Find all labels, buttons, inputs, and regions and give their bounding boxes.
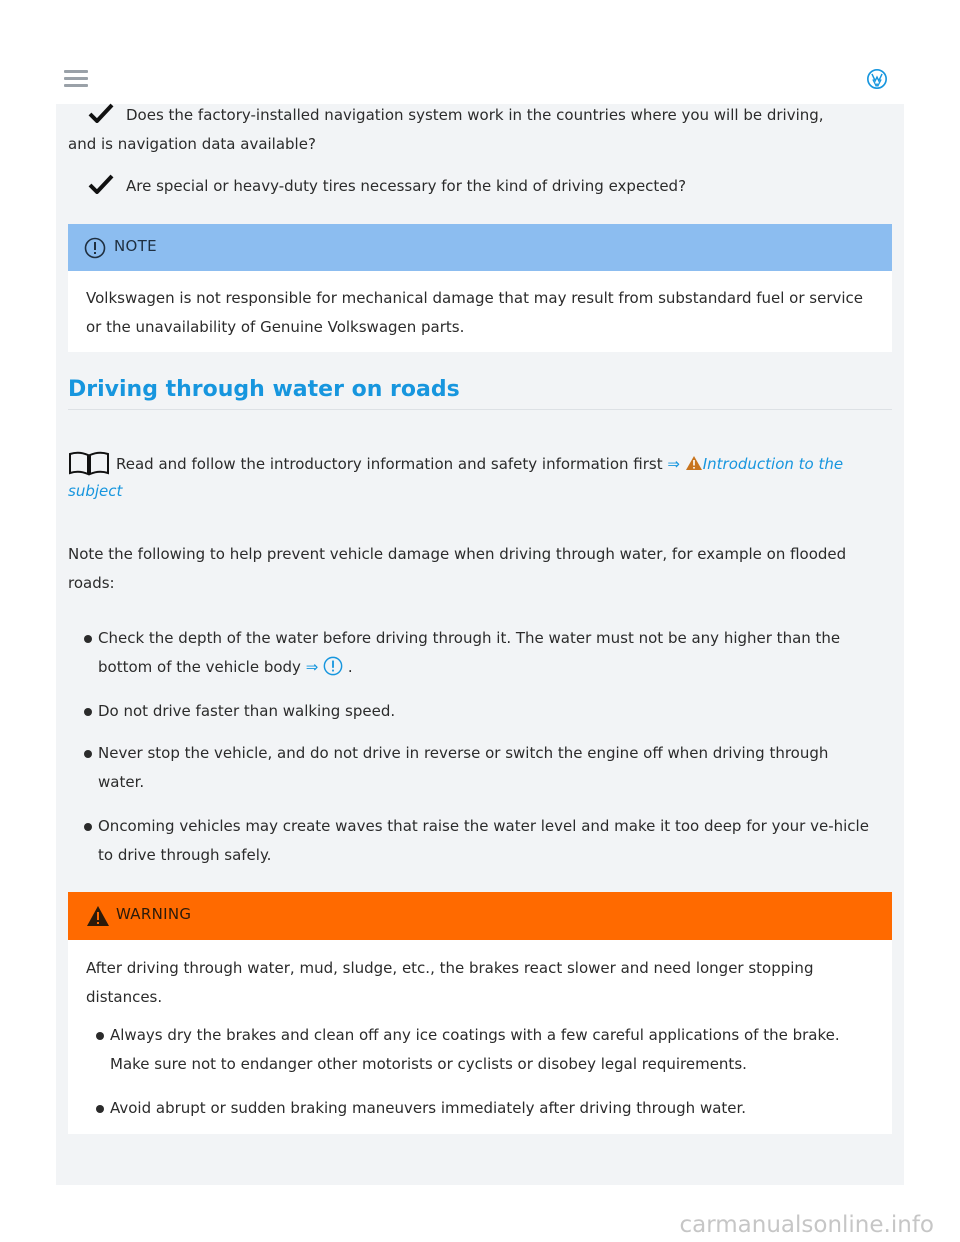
list-item-text: Do not drive faster than walking speed. <box>98 702 396 720</box>
list-item <box>98 739 878 797</box>
warning-list-text: Avoid abrupt or sudden braking maneuvers immediately after driving through water. <box>110 1099 747 1117</box>
warning-box <box>68 892 892 1134</box>
bullet <box>84 708 92 716</box>
top-bar <box>56 56 904 105</box>
introduction-link[interactable]: Introduction to the subject <box>68 455 844 500</box>
section-divider <box>68 409 892 410</box>
bullet <box>84 750 92 758</box>
exclamation-circle-icon[interactable] <box>323 656 343 676</box>
intro-paragraph: Note the following to help prevent vehicle damage when driving through water, for example on flooded roads: <box>68 545 847 592</box>
warning-list-item <box>110 1021 880 1079</box>
list-item-text: Never stop the vehicle, and do not drive in reverse or switch the engine off when driving through water. <box>98 744 829 791</box>
reference-arrow[interactable]: ⇒ <box>305 658 319 676</box>
checklist-text-continued: and is navigation data available? <box>68 135 316 153</box>
hamburger-menu-icon[interactable] <box>64 70 88 90</box>
checklist-text: Are special or heavy-duty tires necessary for the kind of driving expected? <box>126 177 687 195</box>
watermark: carmanualsonline.info <box>679 1212 934 1238</box>
bullet <box>96 1105 104 1113</box>
exclamation-circle-icon <box>84 237 106 259</box>
bullet <box>84 635 92 643</box>
checkmark-icon <box>88 103 114 123</box>
manual-page <box>56 104 904 1185</box>
warning-triangle-icon <box>685 455 703 471</box>
list-item-suffix: . <box>347 658 353 676</box>
warning-list-text: Always dry the brakes and clean off any ice coatings with a few careful applications of the brake. Make sure not to endanger other motorists or cyclists or disobey legal requirements. <box>110 1026 840 1073</box>
note-title: NOTE <box>114 237 157 255</box>
checkmark-icon <box>88 174 114 194</box>
read-first-line <box>68 450 892 505</box>
warning-list-item <box>110 1094 880 1123</box>
checklist-item <box>68 172 892 201</box>
note-body: Volkswagen is not responsible for mechanical damage that may result from substandard fuel or service or the unavailability of Genuine Volkswagen parts. <box>86 289 864 336</box>
list-item-text: Oncoming vehicles may create waves that raise the water level and make it too deep for your ve-hicle to drive through safely. <box>98 817 869 864</box>
checklist-text: Does the factory-installed navigation system work in the countries where you will be driving, <box>126 106 824 124</box>
bullet <box>84 823 92 831</box>
list-item <box>98 812 878 870</box>
read-first-text: Read and follow the introductory information and safety information first <box>116 455 663 473</box>
checklist-item <box>68 101 892 159</box>
warning-triangle-icon <box>86 905 110 927</box>
warning-header <box>68 892 892 940</box>
note-header <box>68 224 892 271</box>
note-box <box>68 224 892 352</box>
list-item-text: Check the depth of the water before driving through it. The water must not be any higher than the bottom of the vehicle body <box>98 629 841 676</box>
bullet <box>96 1032 104 1040</box>
list-item <box>98 624 878 682</box>
list-item <box>98 697 878 726</box>
section-title: Driving through water on roads <box>68 377 460 402</box>
reference-arrow: ⇒ <box>667 455 680 473</box>
volkswagen-logo-icon[interactable] <box>866 68 888 90</box>
warning-title: WARNING <box>116 905 192 923</box>
warning-body: After driving through water, mud, sludge, etc., the brakes react slower and need longer stopping distances. <box>86 959 814 1006</box>
open-book-icon <box>68 450 110 476</box>
